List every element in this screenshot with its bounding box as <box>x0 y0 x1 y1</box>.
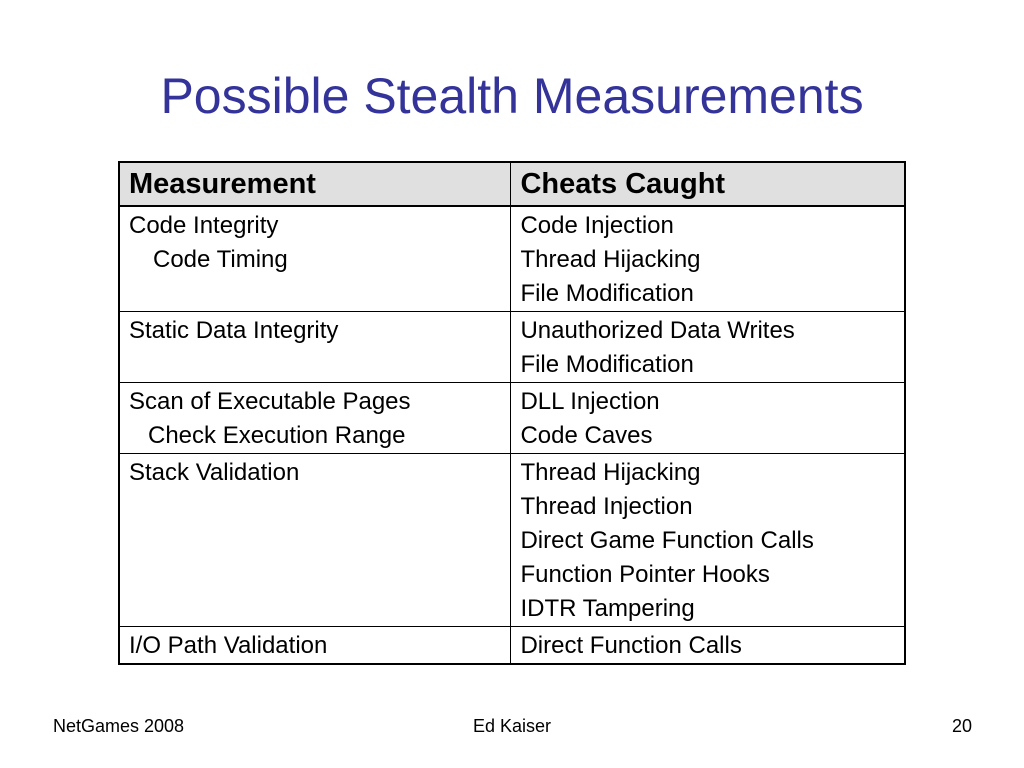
cheat-item: Direct Game Function Calls <box>520 527 814 554</box>
measurement-cell <box>119 627 511 665</box>
measurement-subitem: Check Execution Range <box>148 422 406 449</box>
cheat-item: IDTR Tampering <box>520 595 695 622</box>
cheat-item: File Modification <box>520 280 694 307</box>
measurement-item: Code Integrity <box>129 212 279 239</box>
cheats-cell <box>511 206 905 312</box>
table-header-row <box>119 162 905 206</box>
cheat-item: Direct Function Calls <box>520 632 742 659</box>
table-row <box>119 627 905 665</box>
table-row <box>119 312 905 383</box>
slide-title: Possible Stealth Measurements <box>160 68 864 124</box>
cheats-cell <box>511 312 905 383</box>
footer-author: Ed Kaiser <box>472 716 552 736</box>
table-row <box>119 454 905 627</box>
column-header-cheats-caught: Cheats Caught <box>511 162 905 206</box>
cheat-item: DLL Injection <box>520 388 660 415</box>
cheat-item: Thread Hijacking <box>520 459 701 486</box>
cheats-cell <box>511 383 905 454</box>
measurement-cell <box>119 454 511 627</box>
cheat-item: Code Caves <box>520 422 653 449</box>
cheat-item: Function Pointer Hooks <box>520 561 770 588</box>
cheat-item: Unauthorized Data Writes <box>520 317 795 344</box>
cheat-item: Thread Hijacking <box>520 246 701 273</box>
measurement-item: Static Data Integrity <box>129 317 339 344</box>
cheats-cell <box>511 454 905 627</box>
measurement-item: I/O Path Validation <box>129 632 328 659</box>
measurement-item: Scan of Executable Pages <box>129 388 411 415</box>
footer-page-number: 20 <box>951 716 972 736</box>
measurement-cell <box>119 383 511 454</box>
measurements-table <box>118 161 906 665</box>
table-row <box>119 383 905 454</box>
column-header-measurement: Measurement <box>119 162 511 206</box>
cheat-item: Code Injection <box>520 212 674 239</box>
cheats-cell <box>511 627 905 665</box>
cheat-item: File Modification <box>520 351 694 378</box>
footer-conference: NetGames 2008 <box>53 716 185 736</box>
measurement-item: Stack Validation <box>129 459 300 486</box>
table-row <box>119 206 905 312</box>
measurement-cell <box>119 206 511 312</box>
measurement-subitem: Code Timing <box>153 246 288 273</box>
measurement-cell <box>119 312 511 383</box>
cheat-item: Thread Injection <box>520 493 693 520</box>
